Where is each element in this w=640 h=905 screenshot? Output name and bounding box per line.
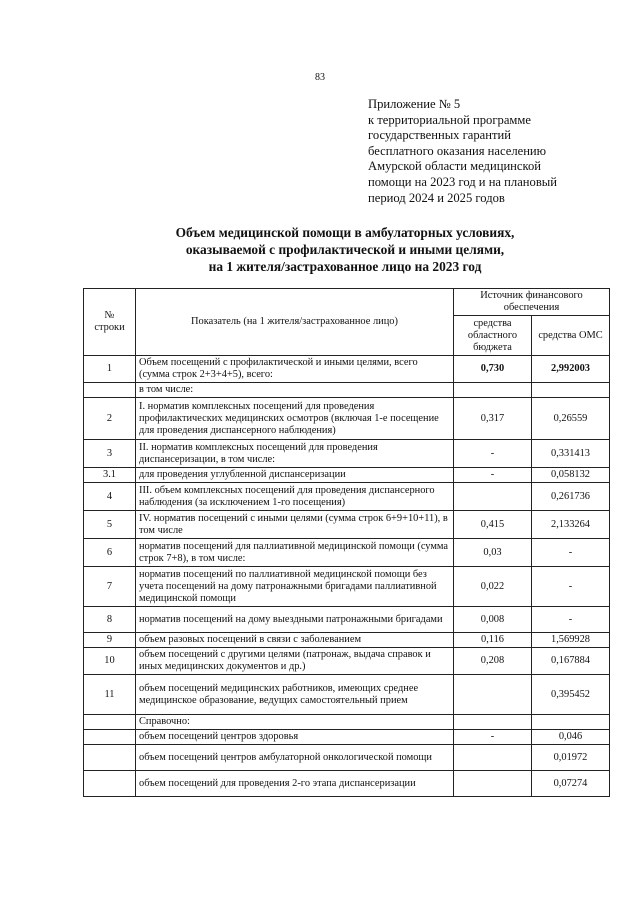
row-number-cell: 9 [84,633,136,648]
indicator-cell: IV. норматив посещений с иными целями (сумма строк 6+9+10+11), в том числе [136,511,454,539]
table-row [84,567,610,607]
indicator-cell: I. норматив комплексных посещений для проведения профилактических медицинских осмотров (включая 1-е посещение для проведения диспансерного наблюдения) [136,398,454,440]
row-number-cell: 7 [84,567,136,607]
row-number-cell: 5 [84,511,136,539]
indicator-cell: III. объем комплексных посещений для проведения диспансерного наблюдения (за исключением 1-го посещения) [136,483,454,511]
oms-cell: - [532,607,610,633]
oms-cell: 0,331413 [532,440,610,468]
regional-budget-cell: - [454,730,532,745]
indicator-cell: в том числе: [136,383,454,398]
table-row [84,607,610,633]
header-row-number [84,289,136,356]
indicator-cell: объем посещений центров амбулаторной онкологической помощи [136,745,454,771]
header-number-label: строки [94,322,125,333]
table-row [84,539,610,567]
row-number-cell: 4 [84,483,136,511]
oms-cell: 0,046 [532,730,610,745]
title-line: Объем медицинской помощи в амбулаторных условиях, [175,225,515,240]
row-number-cell [84,715,136,730]
table-row [84,511,610,539]
regional-budget-cell: 0,008 [454,607,532,633]
oms-cell: 0,01972 [532,745,610,771]
table-row [84,715,610,730]
indicator-cell: норматив посещений по паллиативной медицинской помощи без учета посещений на дому патронажными бригадами паллиативной медицинской помощи [136,567,454,607]
oms-cell: - [532,539,610,567]
table-row [84,730,610,745]
regional-budget-cell: 0,317 [454,398,532,440]
title-line: на 1 жителя/застрахованное лицо на 2023 год [208,259,482,274]
table-row [84,771,610,797]
appendix-line: государственных гарантий [368,128,511,143]
row-number-cell: 6 [84,539,136,567]
oms-cell: 0,261736 [532,483,610,511]
row-number-cell [84,383,136,398]
header-funding-source: Источник финансового обеспечения [454,289,610,316]
appendix-line: период 2024 и 2025 годов [368,190,505,205]
document-title [100,224,590,275]
regional-budget-cell [454,483,532,511]
oms-cell: - [532,567,610,607]
table-row [84,398,610,440]
header-number-sign: № [104,310,115,321]
table-row [84,675,610,715]
regional-budget-cell: - [454,440,532,468]
regional-budget-cell: 0,116 [454,633,532,648]
table-row [84,383,610,398]
oms-cell [532,383,610,398]
indicator-cell: Справочно: [136,715,454,730]
header-regional-budget: средства областного бюджета [454,316,532,356]
indicator-cell: Объем посещений с профилактической и иными целями, всего (сумма строк 2+3+4+5), всего: [136,356,454,383]
row-number-cell: 8 [84,607,136,633]
regional-budget-cell: 0,03 [454,539,532,567]
regional-budget-cell [454,745,532,771]
row-number-cell: 11 [84,675,136,715]
table-body [84,356,610,797]
regional-budget-cell: 0,022 [454,567,532,607]
oms-cell: 2,992003 [532,356,610,383]
indicator-cell: для проведения углубленной диспансеризации [136,468,454,483]
row-number-cell: 1 [84,356,136,383]
oms-cell: 0,26559 [532,398,610,440]
oms-cell: 0,395452 [532,675,610,715]
oms-cell [532,715,610,730]
header-indicator: Показатель (на 1 жителя/застрахованное лицо) [136,289,454,356]
table-row [84,745,610,771]
table-row [84,468,610,483]
regional-budget-cell [454,383,532,398]
regional-budget-cell: 0,208 [454,648,532,675]
oms-cell: 1,569928 [532,633,610,648]
volume-table [83,288,610,797]
regional-budget-cell [454,715,532,730]
table-row [84,483,610,511]
regional-budget-cell: 0,730 [454,356,532,383]
row-number-cell: 3 [84,440,136,468]
oms-cell: 0,058132 [532,468,610,483]
appendix-line: бесплатного оказания населению [368,143,547,158]
indicator-cell: норматив посещений для паллиативной медицинской помощи (сумма строк 7+8), в том числе: [136,539,454,567]
table-row [84,356,610,383]
row-number-cell: 10 [84,648,136,675]
row-number-cell: 3.1 [84,468,136,483]
row-number-cell [84,730,136,745]
indicator-cell: объем посещений для проведения 2-го этапа диспансеризации [136,771,454,797]
title-line: оказываемой с профилактической и иными целями, [185,242,505,257]
regional-budget-cell [454,675,532,715]
indicator-cell: II. норматив комплексных посещений для проведения диспансеризации, в том числе: [136,440,454,468]
table-row [84,648,610,675]
oms-cell: 0,167884 [532,648,610,675]
header-oms-funds: средства ОМС [532,316,610,356]
table-row [84,633,610,648]
appendix-line: Приложение № 5 [368,97,461,111]
regional-budget-cell [454,771,532,797]
indicator-cell: объем разовых посещений в связи с заболеванием [136,633,454,648]
appendix-block [368,97,608,206]
indicator-cell: объем посещений медицинских работников, имеющих среднее медицинское образование, ведущих самостоятельный прием [136,675,454,715]
row-number-cell: 2 [84,398,136,440]
indicator-cell: объем посещений с другими целями (патронаж, выдача справок и иных медицинских документов и др.) [136,648,454,675]
oms-cell: 0,07274 [532,771,610,797]
row-number-cell [84,771,136,797]
oms-cell: 2,133264 [532,511,610,539]
table-row [84,440,610,468]
appendix-line: помощи на 2023 год и на плановый [368,174,557,189]
regional-budget-cell: - [454,468,532,483]
indicator-cell: объем посещений центров здоровья [136,730,454,745]
appendix-line: Амурской области медицинской [368,159,542,174]
page-number: 83 [315,72,325,83]
indicator-cell: норматив посещений на дому выездными патронажными бригадами [136,607,454,633]
appendix-line: к территориальной программе [368,112,531,127]
row-number-cell [84,745,136,771]
regional-budget-cell: 0,415 [454,511,532,539]
